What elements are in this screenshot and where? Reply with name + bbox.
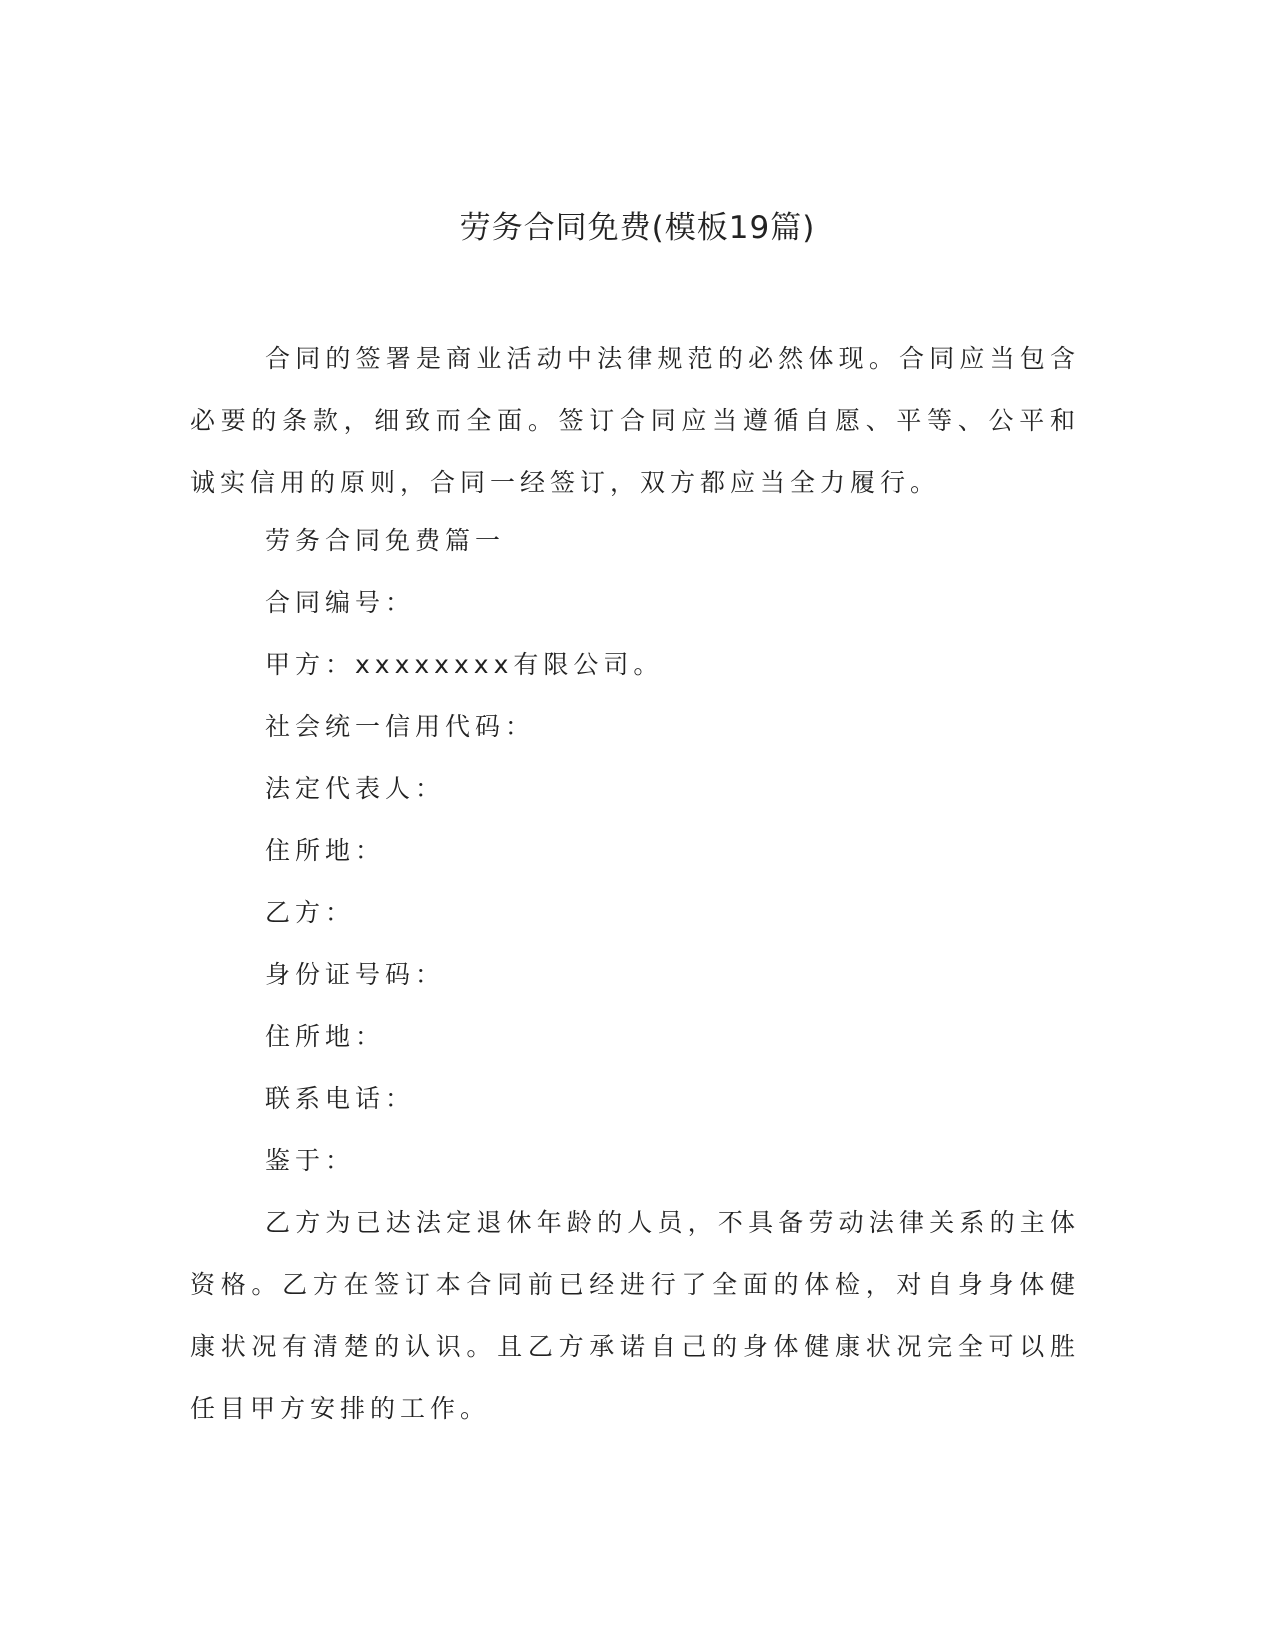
field-party-a-address: 住所地： [265,836,386,865]
field-phone: 联系电话： [265,1084,416,1113]
document-title: 劳务合同免费(模板19篇) [459,210,816,246]
field-party-b: 乙方： [265,898,356,927]
section-heading: 劳务合同免费篇一 [265,526,506,555]
field-id-number: 身份证号码： [265,960,446,989]
field-credit-code: 社会统一信用代码： [265,712,536,741]
field-whereas: 鉴于： [265,1146,356,1175]
field-contract-number: 合同编号： [265,588,416,617]
field-legal-representative: 法定代表人： [265,774,446,803]
field-party-a: 甲方：xxxxxxxx有限公司。 [265,650,664,679]
field-party-b-address: 住所地： [265,1022,386,1051]
clause-paragraph: 乙方为已达法定退休年龄的人员，不具备劳动法律关系的主体资格。乙方在签订本合同前已经进行了全面的体检，对自身身体健康状况有清楚的认识。且乙方承诺自己的身体健康状况完全可以胜任目甲方安排的工作。 [190,1208,1080,1423]
intro-paragraph: 合同的签署是商业活动中法律规范的必然体现。合同应当包含必要的条款，细致而全面。签订合同应当遵循自愿、平等、公平和诚实信用的原则，合同一经签订，双方都应当全力履行。 [190,344,1080,497]
document-body [190,328,1080,1440]
